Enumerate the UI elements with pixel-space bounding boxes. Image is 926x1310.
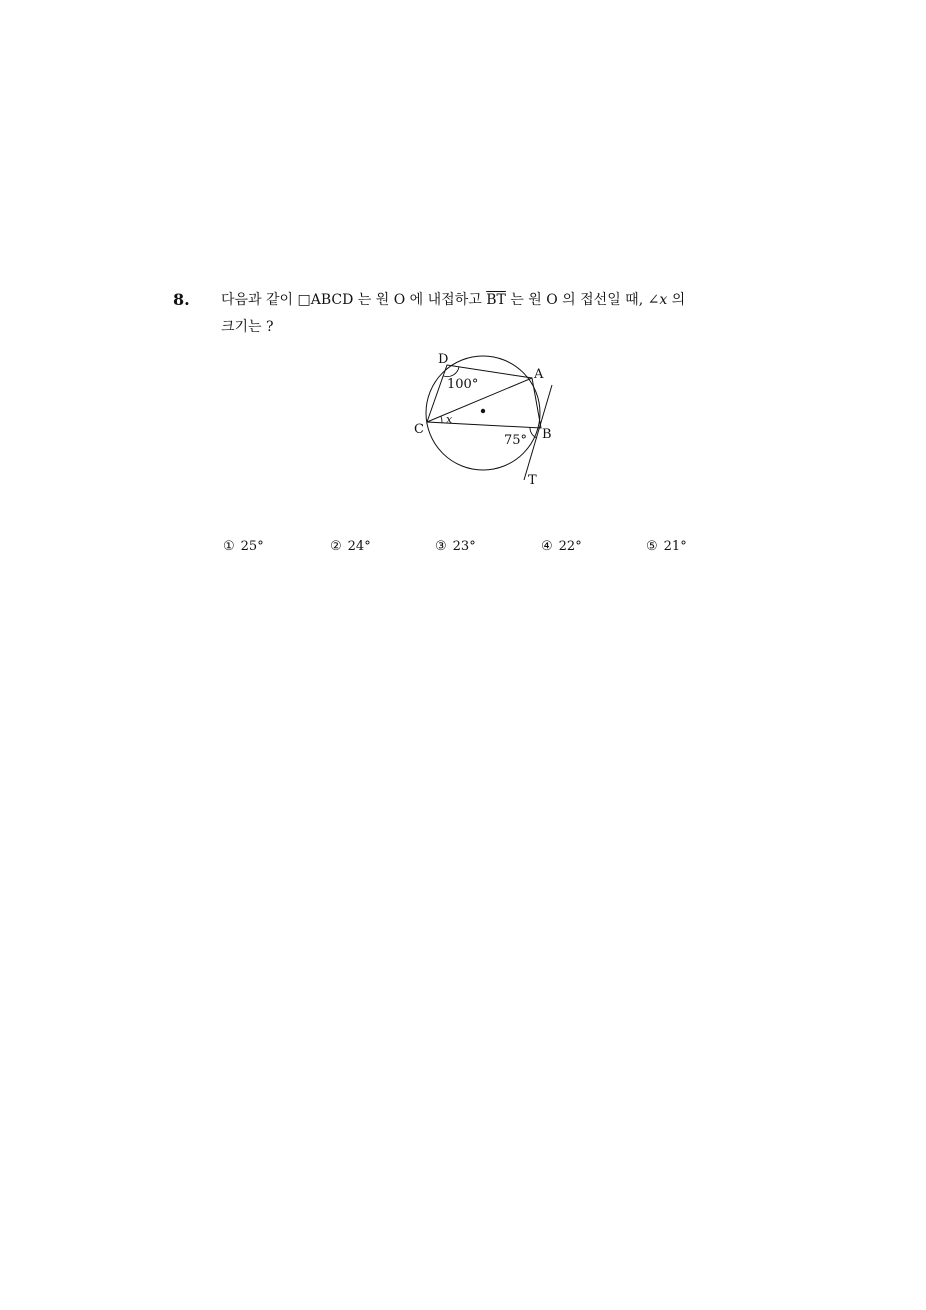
choice-2[interactable] — [330, 539, 371, 554]
diagonal-ca — [427, 378, 532, 422]
label-c: C — [414, 422, 424, 437]
label-angle-d: 100° — [447, 377, 479, 392]
label-angle-b: 75° — [504, 433, 528, 448]
question-text-part3: 의 — [667, 292, 686, 308]
geometry-figure — [405, 345, 570, 490]
choice-4-value: 22° — [558, 539, 582, 554]
angle-symbol: ∠ — [647, 292, 660, 308]
choice-4-mark: ④ — [541, 539, 553, 554]
choice-3[interactable] — [435, 539, 476, 554]
quadrilateral-abcd — [427, 365, 541, 428]
choice-5-value: 21° — [663, 539, 687, 554]
circle-diagram — [405, 345, 570, 490]
center-point — [481, 409, 485, 413]
choice-3-mark: ③ — [435, 539, 447, 554]
label-b: B — [542, 427, 552, 442]
angle-arc-x — [441, 417, 442, 424]
segment-bt: $\overline{BT}$ — [486, 292, 506, 308]
label-t: T — [528, 473, 537, 488]
question-number: 8. — [173, 290, 190, 309]
choice-1-mark: ① — [223, 539, 235, 554]
question-text-line1 — [221, 291, 685, 309]
label-angle-x: x — [446, 413, 453, 426]
choice-5[interactable] — [646, 539, 687, 554]
label-d: D — [438, 352, 449, 367]
question-text-part1: 다음과 같이 □ABCD 는 원 O 에 내접하고 — [221, 292, 487, 308]
variable-x: x — [659, 292, 668, 308]
answer-choices — [223, 539, 703, 559]
label-a: A — [534, 367, 544, 382]
choice-2-mark: ② — [330, 539, 342, 554]
choice-1[interactable] — [223, 539, 264, 554]
question-text-line2: 크기는 ? — [221, 319, 274, 335]
choice-2-value: 24° — [347, 539, 371, 554]
choice-1-value: 25° — [240, 539, 264, 554]
choice-4[interactable] — [541, 539, 582, 554]
choice-5-mark: ⑤ — [646, 539, 658, 554]
question-text-part2: 는 원 O 의 접선일 때, — [505, 292, 648, 308]
choice-3-value: 23° — [452, 539, 476, 554]
